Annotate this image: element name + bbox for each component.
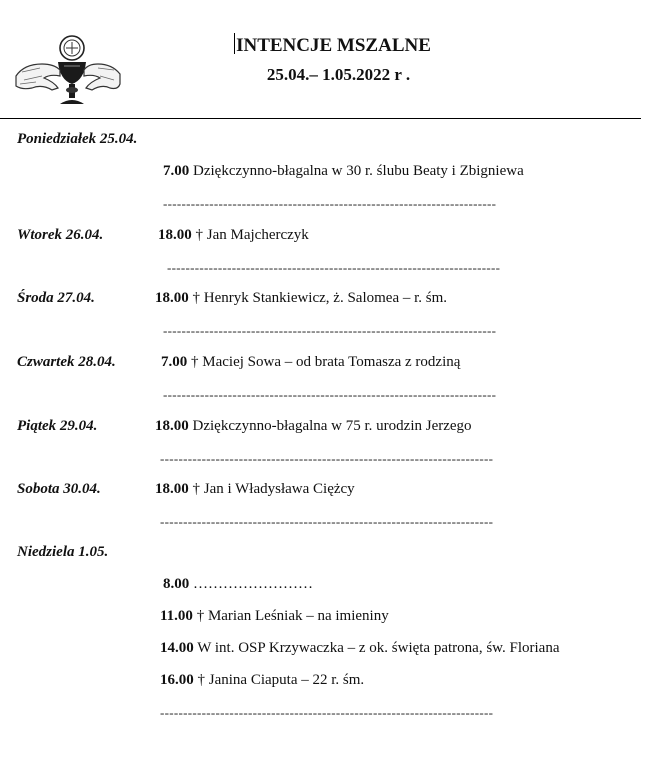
day-label-sunday: Niedziela 1.05. (17, 544, 109, 560)
day-label-friday: Piątek 29.04. (17, 418, 98, 434)
header-divider (0, 118, 641, 119)
mass-entry: 14.00 W int. OSP Krzywaczka – z ok. święta patrona, św. Floriana (160, 640, 560, 656)
mass-entry: 18.00 † Jan Majcherczyk (158, 227, 309, 243)
day-label-saturday: Sobota 30.04. (17, 481, 101, 497)
mass-entry: 11.00 † Marian Leśniak – na imieniny (160, 608, 389, 624)
date-range: 25.04.– 1.05.2022 r . (266, 65, 411, 84)
mass-entry: 7.00 Dziękczynno-błagalna w 30 r. ślubu Beaty i Zbigniewa (163, 163, 524, 179)
mass-entry: 16.00 † Janina Ciaputa – 22 r. śm. (160, 672, 365, 688)
mass-entry: 18.00 † Jan i Władysława Ciężcy (155, 481, 355, 497)
separator-line: ------------------------------------------------------------------------ (163, 196, 497, 211)
separator-line: ------------------------------------------------------------------------ (160, 514, 494, 529)
mass-entry: 8.00 …………………… (163, 576, 313, 592)
mass-entry: 18.00 † Henryk Stankiewicz, ż. Salomea – r. śm. (155, 290, 448, 306)
day-label-wednesday: Środa 27.04. (17, 290, 95, 306)
mass-entry: 7.00 † Maciej Sowa – od brata Tomasza z rodziną (161, 354, 461, 370)
day-label-monday: Poniedziałek 25.04. (17, 131, 138, 147)
separator-line: ------------------------------------------------------------------------ (160, 705, 494, 720)
text-cursor (234, 33, 235, 54)
day-label-tuesday: Wtorek 26.04. (17, 227, 104, 243)
page-title: INTENCJE MSZALNE (236, 35, 431, 56)
mass-entry: 18.00 Dziękczynno-błagalna w 75 r. urodzin Jerzego (155, 418, 472, 434)
day-label-thursday: Czwartek 28.04. (17, 354, 116, 370)
separator-line: ------------------------------------------------------------------------ (163, 323, 497, 338)
separator-line: ------------------------------------------------------------------------ (160, 451, 494, 466)
separator-line: ------------------------------------------------------------------------ (167, 260, 501, 275)
separator-line: ------------------------------------------------------------------------ (163, 387, 497, 402)
